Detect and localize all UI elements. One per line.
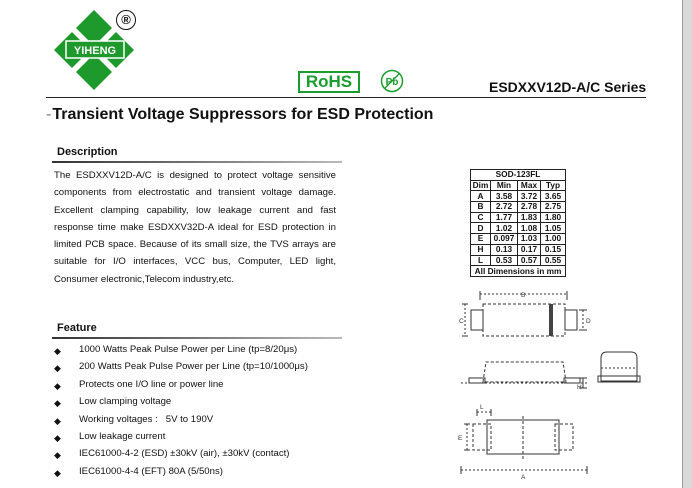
bullet-icon: ◆	[54, 415, 61, 426]
table-row: A 3.58 3.72 3.65	[471, 191, 566, 202]
bullet-icon: ◆	[54, 432, 61, 443]
bullet-icon: ◆	[54, 467, 61, 478]
table-header: Dim	[471, 180, 491, 191]
bullet-icon: ◆	[54, 346, 61, 356]
table-row: B 2.72 2.78 2.75	[471, 202, 566, 213]
package-name: SOD-123FL	[471, 170, 566, 181]
feature-list	[54, 344, 308, 483]
feature-item: ◆ Low leakage current	[54, 430, 166, 443]
description-heading: Description	[57, 146, 118, 158]
dim-label-a: A	[521, 474, 526, 481]
feature-divider	[52, 337, 342, 339]
feature-heading: Feature	[57, 322, 97, 334]
yiheng-logo	[46, 10, 156, 98]
table-header: Min	[491, 180, 518, 191]
feature-item: ◆ 1000 Watts Peak Pulse Power per Line (tp=8/20μs)	[54, 344, 298, 356]
feature-item: ◆ Protects one I/O line or power line	[54, 378, 224, 391]
dim-label-l: L	[480, 404, 484, 411]
dim-label-d: D	[586, 318, 591, 325]
description-text: The ESDXXV12D-A/C is designed to protect voltage sensitive components from electrostatic and transient voltage damage. Excellent clamping capability, low leakage current and fast response time make ESDXXV32D-A ideal for ESD protection in limited PCB space. Because of its small size, the TVS arrays are suitable for I/O interfaces, VCC bus, Computer, LED light, Consumer electronic,Telecom industry,etc.	[54, 170, 336, 285]
dim-label-e: E	[458, 435, 463, 442]
series-title: ESDXXV12D-A/C Series	[489, 79, 647, 95]
header-divider	[46, 97, 646, 98]
description-divider	[52, 161, 342, 163]
bullet-icon: ◆	[54, 450, 61, 461]
bullet-icon: ◆	[54, 363, 61, 374]
pb-label: Pb	[385, 77, 399, 88]
bullet-icon: ◆	[54, 380, 61, 391]
dim-label-c: C	[459, 318, 464, 325]
dim-label-b: B	[521, 292, 526, 299]
logo-text: YIHENG	[73, 45, 117, 57]
dim-label-h: H	[577, 384, 582, 391]
package-outline-drawings	[455, 288, 680, 488]
table-row: L 0.53 0.57 0.55	[471, 255, 566, 266]
feature-item: ◆ Low clamping voltage	[54, 396, 172, 409]
page-title-text: Transient Voltage Suppressors for ESD Protection	[52, 106, 434, 123]
table-header: Max	[518, 180, 541, 191]
dimensions-table	[470, 169, 566, 277]
feature-item: ◆ IEC61000-4-2 (ESD) ±30kV (air), ±30kV (contact)	[54, 448, 290, 461]
feature-item: ◆ 200 Watts Peak Pulse Power per Line (tp=10/1000μs)	[54, 361, 308, 374]
table-row: H 0.13 0.17 0.15	[471, 244, 566, 255]
end-view-drawing	[598, 352, 640, 382]
registered-mark: ®	[116, 10, 136, 30]
pb-free-icon	[380, 69, 404, 93]
table-row: D 1.02 1.08 1.05	[471, 223, 566, 234]
rohs-badge: RoHS	[298, 71, 360, 93]
table-header: Typ	[541, 180, 566, 191]
page-title: -Transient Voltage Suppressors for ESD Protection	[46, 106, 434, 123]
table-footer: All Dimensions in mm	[471, 266, 566, 277]
feature-item: ◆ IEC61000-4-4 (EFT) 80A (5/50ns)	[54, 465, 223, 478]
window-right-border	[682, 0, 692, 488]
side-view-drawing	[461, 362, 587, 388]
table-row: C 1.77 1.83 1.80	[471, 212, 566, 223]
feature-item: ◆ Working voltages : 5V to 190V	[54, 413, 214, 426]
table-row: E 0.097 1.03 1.00	[471, 234, 566, 245]
bullet-icon: ◆	[54, 398, 61, 409]
bottom-view-drawing	[461, 409, 587, 474]
